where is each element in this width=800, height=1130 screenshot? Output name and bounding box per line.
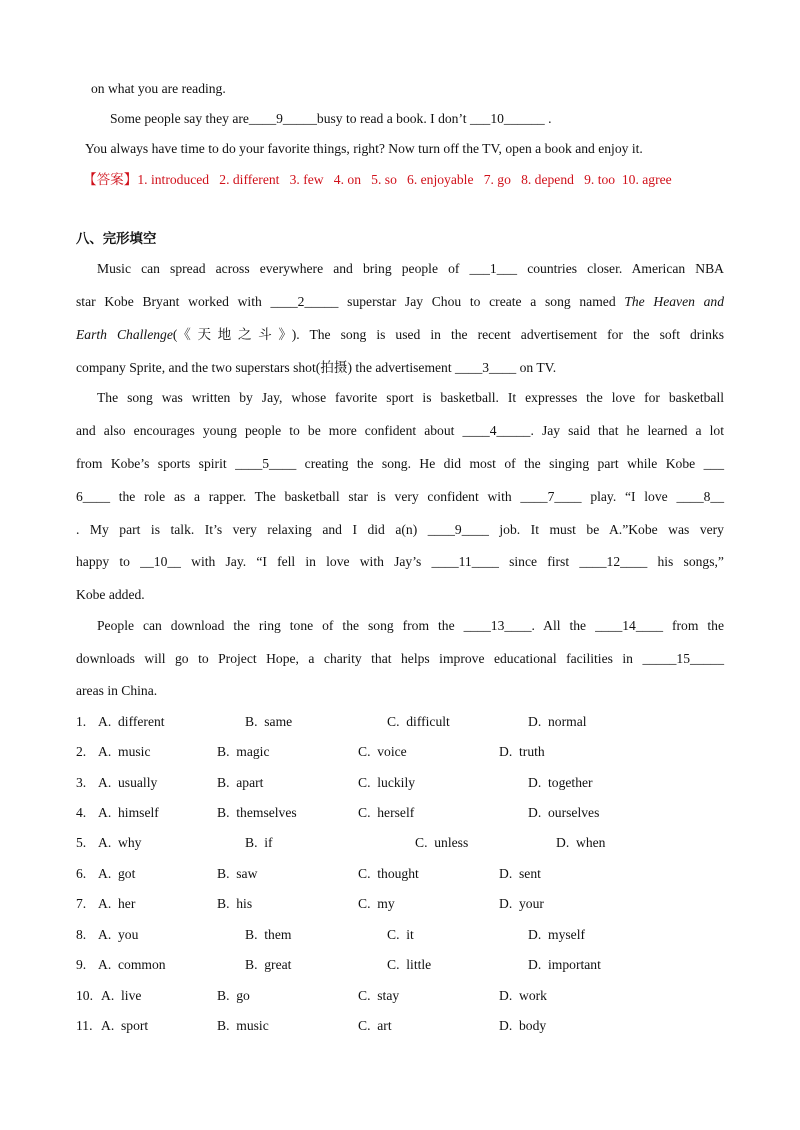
continuation-line-3	[85, 140, 643, 158]
blank-8: ____8__	[676, 489, 725, 504]
question-number: 3.	[76, 775, 87, 790]
option-a: A. sport	[101, 1018, 149, 1033]
option-b: B. same	[245, 714, 293, 729]
question-number: 6.	[76, 866, 87, 881]
text: Music can spread across everywhere and bring people of	[97, 261, 460, 276]
text: . All the	[531, 618, 587, 633]
blank-13: ____13____	[463, 618, 532, 633]
passage-p3-line2	[76, 650, 724, 668]
blank-4: ____4_____	[462, 423, 531, 438]
option-d: D. together	[528, 775, 593, 790]
text: Kobe added.	[76, 587, 145, 602]
option-a: A. got	[98, 866, 136, 881]
blank-3: ____3____	[455, 360, 517, 375]
text: with Jay. “I fell in love with Jay’s	[191, 554, 422, 569]
option-d: D. when	[556, 835, 606, 850]
question-number: 5.	[76, 835, 87, 850]
text: creating the song. He did most of the singing part while Kobe	[304, 456, 696, 471]
question-number: 4.	[76, 805, 87, 820]
text: . Jay said that he learned a lot	[530, 423, 724, 438]
blank-1: ___1___	[469, 261, 518, 276]
blank-14: ____14____	[595, 618, 664, 633]
option-b: B. themselves	[217, 805, 297, 820]
text: superstar Jay Chou to create a song named	[347, 294, 616, 309]
text: on what you are reading.	[91, 81, 226, 96]
passage-p2-line7	[76, 586, 145, 604]
passage-p1-line1	[97, 260, 724, 278]
option-d: D. normal	[528, 714, 587, 729]
text: on TV.	[519, 360, 557, 375]
blank-6-start: ___	[703, 456, 725, 471]
blank-11: ____11____	[431, 554, 499, 569]
option-c: C. art	[358, 1018, 392, 1033]
blank-10: ___10______	[469, 111, 545, 126]
option-a: A. himself	[98, 805, 159, 820]
option-c: C. my	[358, 896, 395, 911]
option-c: C. herself	[358, 805, 415, 820]
option-d: D. your	[499, 896, 544, 911]
text: Some people say they are	[110, 111, 249, 126]
option-b: B. magic	[217, 744, 270, 759]
continuation-line-2	[110, 110, 552, 128]
option-a: A. music	[98, 744, 151, 759]
option-c: C. it	[387, 927, 414, 942]
text: from Kobe’s sports spirit	[76, 456, 227, 471]
passage-p2-line3	[76, 455, 724, 473]
option-a: A. live	[101, 988, 142, 1003]
option-d: D. sent	[499, 866, 541, 881]
text: play. “I love	[590, 489, 668, 504]
answer-label: 【答案】	[83, 172, 138, 187]
text: company Sprite, and the two superstars shot(拍摄) the advertisement	[76, 360, 452, 375]
answer-items: 1. introduced 2. different 3. few 4. on 5. so 6. enjoyable 7. go 8. depend 9. too 10. agree	[137, 172, 672, 187]
passage-p2-line1	[97, 389, 724, 407]
question-number: 10.	[76, 988, 93, 1003]
song-title-italic: The Heaven and	[624, 294, 725, 309]
question-number: 11.	[76, 1018, 93, 1033]
text: (《天地之斗》). The song is used in the recent advertisement for the soft drinks	[172, 327, 724, 342]
continuation-line-1	[91, 80, 226, 98]
blank-9: ____9_____	[248, 111, 317, 126]
option-b: B. them	[245, 927, 292, 942]
text: downloads will go to Project Hope, a charity that helps improve educational facilities in	[76, 651, 633, 666]
text: and also encourages young people to be more confident about	[76, 423, 455, 438]
option-b: B. apart	[217, 775, 264, 790]
option-d: D. important	[528, 957, 601, 972]
text: since first	[509, 554, 570, 569]
option-c: C. stay	[358, 988, 400, 1003]
option-b: B. music	[217, 1018, 269, 1033]
text: star Kobe Bryant worked with	[76, 294, 262, 309]
passage-p2-line4	[76, 488, 724, 506]
text: People can download the ring tone of the song from the	[97, 618, 455, 633]
option-a: A. you	[98, 927, 139, 942]
option-b: B. great	[245, 957, 292, 972]
heading-text: 八、完形填空	[76, 232, 157, 247]
passage-p2-line2	[76, 422, 724, 440]
text: the role as a rapper. The basketball star is very confident with	[118, 489, 512, 504]
question-number: 7.	[76, 896, 87, 911]
option-b: B. go	[217, 988, 250, 1003]
option-c: C. unless	[415, 835, 469, 850]
text: .	[548, 111, 552, 126]
option-c: C. little	[387, 957, 432, 972]
option-d: D. myself	[528, 927, 586, 942]
text: . My part is talk. It’s very relaxing and I did a(n)	[76, 522, 418, 537]
passage-p1-line4	[76, 359, 556, 377]
song-title-italic: Earth Challenge	[76, 327, 173, 342]
blank-6-end: 6____	[76, 489, 110, 504]
passage-p2-line5	[76, 521, 724, 539]
passage-p1-line3	[76, 326, 724, 344]
blank-5: ____5____	[235, 456, 297, 471]
option-a: A. different	[98, 714, 165, 729]
option-a: A. usually	[98, 775, 158, 790]
passage-p2-line6	[76, 553, 724, 571]
text: countries closer. American NBA	[527, 261, 724, 276]
blank-15: _____15_____	[642, 651, 724, 666]
option-c: C. thought	[358, 866, 419, 881]
blank-10: __10__	[140, 554, 181, 569]
question-number: 2.	[76, 744, 87, 759]
blank-2: ____2_____	[270, 294, 339, 309]
passage-p3-line1	[97, 617, 724, 635]
text: job. It must be A.”Kobe was very	[499, 522, 724, 537]
option-d: D. body	[499, 1018, 547, 1033]
text: from the	[672, 618, 724, 633]
text: The song was written by Jay, whose favorite sport is basketball. It expresses the love for basketball	[97, 390, 724, 405]
question-number: 8.	[76, 927, 87, 942]
answer-key-line	[83, 171, 672, 189]
option-c: C. voice	[358, 744, 407, 759]
option-b: B. if	[245, 835, 273, 850]
option-c: C. difficult	[387, 714, 450, 729]
blank-9: ____9____	[427, 522, 489, 537]
blank-12: ____12____	[579, 554, 648, 569]
text: You always have time to do your favorite things, right? Now turn off the TV, open a book and enjoy it.	[85, 141, 643, 156]
option-c: C. luckily	[358, 775, 416, 790]
question-number: 1.	[76, 714, 87, 729]
passage-p1-line2	[76, 293, 724, 311]
option-a: A. her	[98, 896, 136, 911]
option-b: B. saw	[217, 866, 258, 881]
option-b: B. his	[217, 896, 253, 911]
text: happy to	[76, 554, 130, 569]
option-d: D. work	[499, 988, 547, 1003]
option-d: D. ourselves	[528, 805, 600, 820]
text: his songs,”	[657, 554, 724, 569]
option-a: A. common	[98, 957, 166, 972]
text: busy to read a book. I don’t	[316, 111, 467, 126]
question-number: 9.	[76, 957, 87, 972]
section-heading	[76, 231, 156, 249]
passage-p3-line3	[76, 682, 157, 700]
option-a: A. why	[98, 835, 142, 850]
option-d: D. truth	[499, 744, 545, 759]
blank-7: ____7____	[520, 489, 582, 504]
text: areas in China.	[76, 683, 158, 698]
